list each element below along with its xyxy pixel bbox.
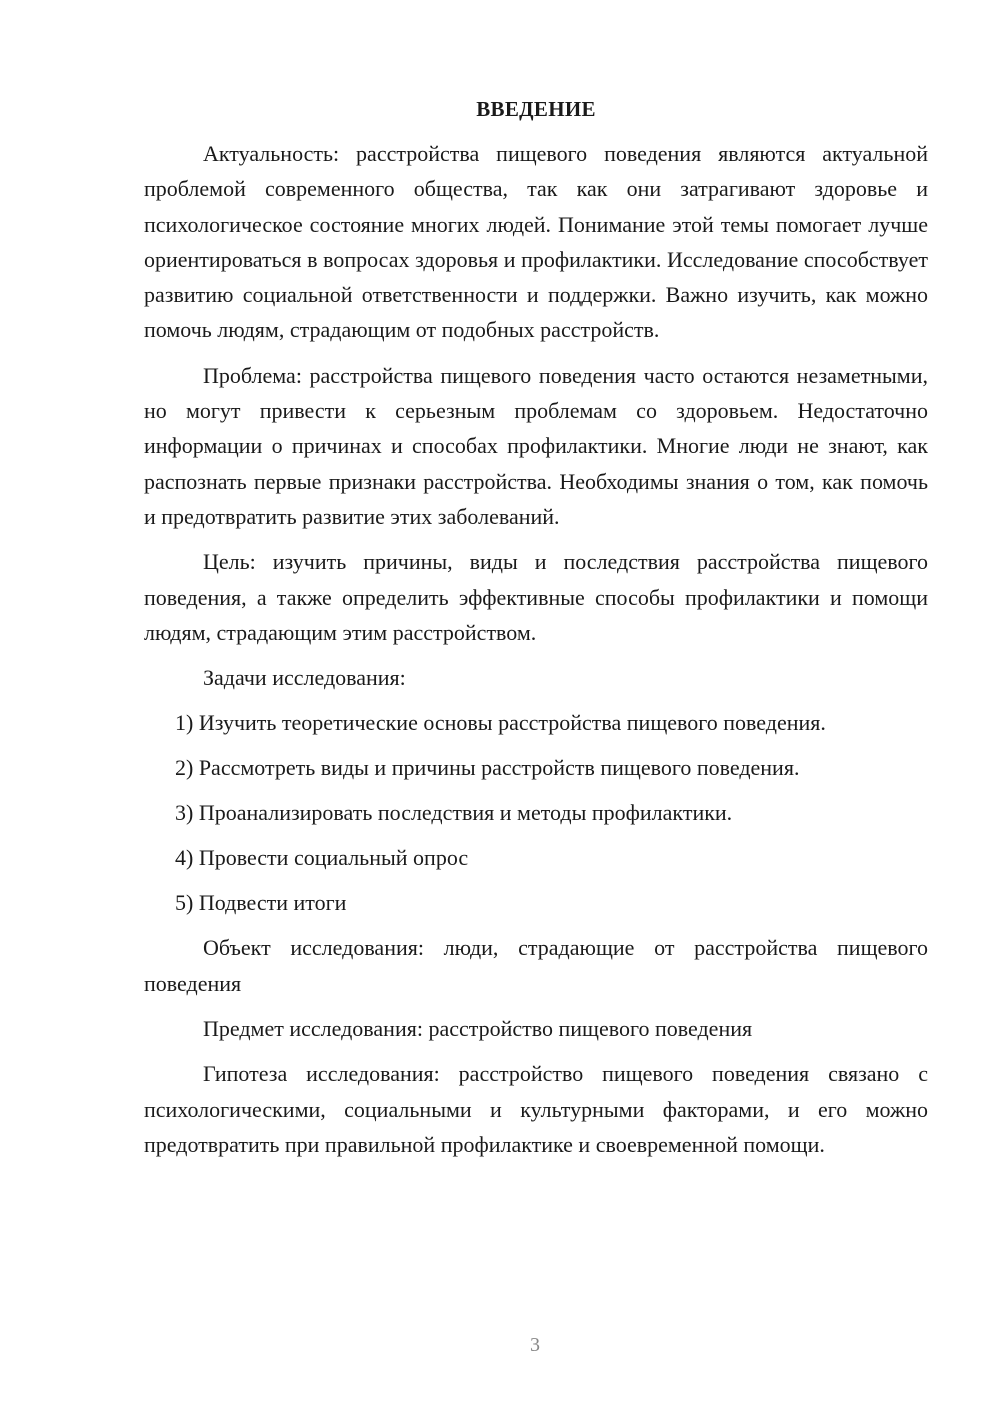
paragraph-object: Объект исследования: люди, страдающие от расстройства пищевого поведения xyxy=(144,935,928,996)
list-item: 1) Изучить теоретические основы расстройства пищевого поведения. xyxy=(175,710,826,736)
page-title: ВВЕДЕНИЕ xyxy=(476,97,596,121)
list-item: 4) Провести социальный опрос xyxy=(175,845,469,871)
paragraph-hypothesis: Гипотеза исследования: расстройство пищевого поведения связано с психологическими, социальными и культурными факторами, и его можно предотвратить при правильной профилактике и своевременной помощи. xyxy=(144,1061,928,1157)
list-item: 2) Рассмотреть виды и причины расстройств пищевого поведения. xyxy=(175,755,800,781)
page-number: 3 xyxy=(530,1334,540,1356)
list-item: 5) Подвести итоги xyxy=(175,890,347,916)
paragraph-goal: Цель: изучить причины, виды и последствия расстройства пищевого поведения, а также определить эффективные способы профилактики и помощи людям, страдающим этим расстройством. xyxy=(144,549,928,645)
paragraph-problem: Проблема: расстройства пищевого поведения часто остаются незаметными, но могут привести к серьезным проблемам со здоровьем. Недостаточно информации о причинах и способах профилактики. Многие люди не знают, как распознать первые признаки расстройства. Необходимы знания о том, как помочь и предотвратить развитие этих заболеваний. xyxy=(144,362,928,529)
paragraph-subject: Предмет исследования: расстройство пищевого поведения xyxy=(203,1016,753,1042)
tasks-heading: Задачи исследования: xyxy=(203,665,406,691)
list-item: 3) Проанализировать последствия и методы профилактики. xyxy=(175,800,733,826)
paragraph-relevance: Актуальность: расстройства пищевого поведения являются актуальной проблемой современного общества, так как они затрагивают здоровье и психологическое состояние многих людей. Понимание этой темы помогает лучше ориентироваться в вопросах здоровья и профилактики. Исследование способствует развитию социальной ответственности и поддержки. Важно изучить, как можно помочь людям, страдающим от подобных расстройств. xyxy=(144,141,928,343)
task-list xyxy=(144,705,928,920)
page-content xyxy=(144,94,928,1172)
